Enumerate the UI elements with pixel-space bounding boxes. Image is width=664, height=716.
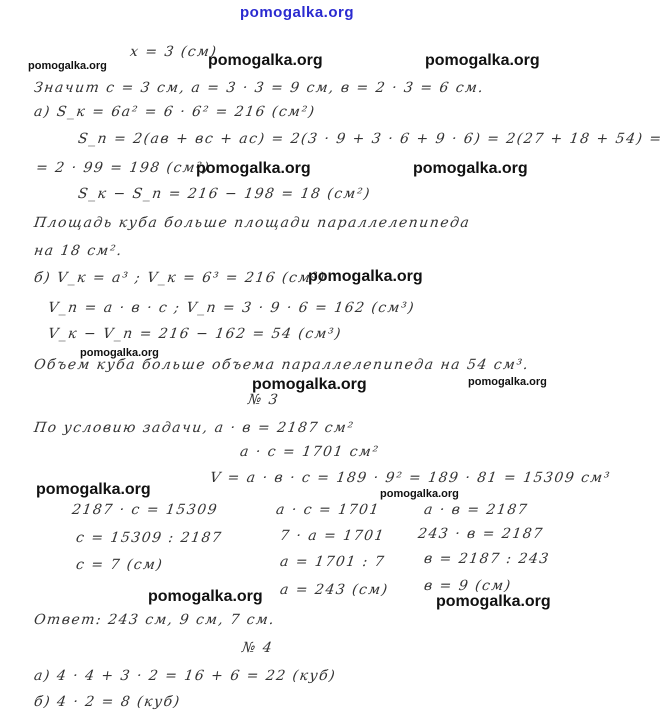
task-3-heading: № 3 <box>246 392 281 408</box>
line-volume-formula: V = а · в · с = 189 · 9² = 189 · 81 = 15309 см³ <box>208 470 612 486</box>
line-col2-row1: а · с = 1701 <box>274 502 381 518</box>
watermark-overlay: pomogalka.org <box>425 52 540 69</box>
line-x-value: x = 3 (см) <box>128 44 219 60</box>
line-box-area-result: = 2 · 99 = 198 (см²) <box>34 160 212 176</box>
task-4-heading: № 4 <box>240 640 275 656</box>
line-cube-volume: б) V_к = а³ ; V_к = 6³ = 216 (см³) <box>32 270 327 286</box>
line-col3-row2: 243 · в = 2187 <box>416 526 545 542</box>
watermark-overlay: pomogalka.org <box>208 52 323 69</box>
line-col1-row2: с = 15309 : 2187 <box>74 530 224 546</box>
watermark-overlay: pomogalka.org <box>468 376 547 388</box>
watermark-overlay: pomogalka.org <box>380 488 459 500</box>
line-col3-row3: в = 2187 : 243 <box>422 551 551 567</box>
line-col2-row2: 7 · а = 1701 <box>278 528 386 544</box>
watermark-overlay: pomogalka.org <box>436 593 551 610</box>
watermark-overlay: pomogalka.org <box>80 347 159 359</box>
watermark-overlay: pomogalka.org <box>148 588 263 605</box>
line-area-difference: S_к − S_п = 216 − 198 = 18 (см²) <box>76 186 372 202</box>
line-cube-area: а) S_к = 6а² = 6 · 6² = 216 (см²) <box>32 104 317 120</box>
line-box-area: S_п = 2(ав + вс + ас) = 2(3 · 9 + 3 · 6 + 9 · 6) = 2(27 + 18 + 54) = <box>76 131 664 147</box>
watermark-overlay: pomogalka.org <box>196 160 311 177</box>
line-condition: По условию задачи, а · в = 2187 см² <box>32 420 356 436</box>
line-answer: Ответ: 243 см, 9 см, 7 см. <box>32 612 277 628</box>
line-volume-conclusion: Объем куба больше объема параллелепипеда на 54 см³. <box>32 357 531 373</box>
line-4b: б) 4 · 2 = 8 (куб) <box>32 694 182 710</box>
header-watermark: pomogalka.org <box>240 4 355 21</box>
watermark-overlay: pomogalka.org <box>252 376 367 393</box>
line-col1-row3: с = 7 (см) <box>74 557 165 573</box>
line-dimensions: Значит с = 3 см, а = 3 · 3 = 9 см, в = 2 · 3 = 6 см. <box>32 80 486 96</box>
watermark-overlay: pomogalka.org <box>28 60 107 72</box>
watermark-overlay: pomogalka.org <box>36 481 151 498</box>
line-volume-difference: V_к − V_п = 216 − 162 = 54 (см³) <box>46 326 343 342</box>
line-area-conclusion: Площадь куба больше площади параллелепипеда <box>32 215 472 231</box>
line-4a: а) 4 · 4 + 3 · 2 = 16 + 6 = 22 (куб) <box>32 668 338 684</box>
watermark-overlay: pomogalka.org <box>413 160 528 177</box>
watermark-overlay: pomogalka.org <box>308 268 423 285</box>
line-box-volume: V_п = а · в · с ; V_п = 3 · 9 · 6 = 162 (см³) <box>46 300 417 316</box>
line-area-conclusion-cont: на 18 см². <box>32 243 124 259</box>
line-condition-2: а · с = 1701 см² <box>238 444 381 460</box>
line-col3-row4: в = 9 (см) <box>422 578 513 594</box>
line-col2-row4: а = 243 (см) <box>278 582 390 598</box>
line-col2-row3: а = 1701 : 7 <box>278 554 387 570</box>
line-col3-row1: а · в = 2187 <box>422 502 530 518</box>
line-col1-row1: 2187 · с = 15309 <box>70 502 220 518</box>
